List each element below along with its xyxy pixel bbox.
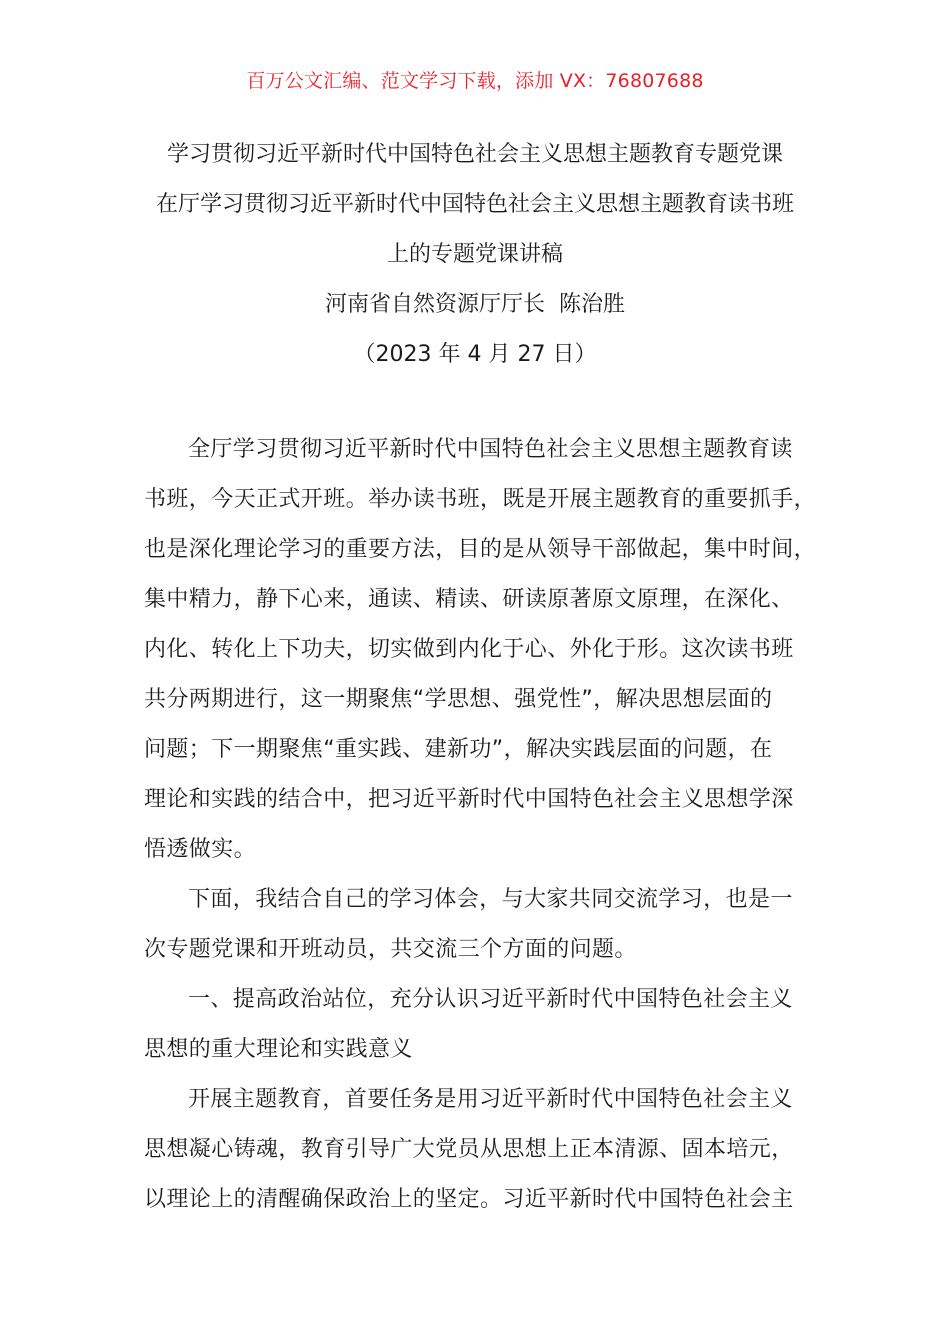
heading-line: 一、提高政治站位，充分认识习近平新时代中国特色社会主义 bbox=[188, 987, 793, 1012]
text-line: 书班，今天正式开班。举办读书班，既是开展主题教育的重要抓手， bbox=[144, 487, 817, 512]
text-line: 集中精力，静下心来，通读、精读、研读原著原文原理，在深化、 bbox=[144, 587, 794, 612]
text-line: 内化、转化上下功夫，切实做到内化于心、外化于形。这次读书班 bbox=[144, 637, 794, 662]
text-line: 次专题党课和开班动员，共交流三个方面的问题。 bbox=[144, 937, 637, 962]
document-body bbox=[144, 425, 834, 1225]
watermark-banner: 百万公文汇编、范文学习下载，添加 VX：76807688 bbox=[246, 70, 704, 92]
text-line: 以理论上的清醒确保政治上的坚定。习近平新时代中国特色社会主 bbox=[144, 1187, 794, 1212]
text-line: 悟透做实。 bbox=[144, 837, 257, 862]
heading-line: 思想的重大理论和实践意义 bbox=[144, 1037, 413, 1062]
title-line-3: 上的专题党课讲稿 bbox=[386, 242, 563, 267]
title-line-1: 学习贯彻习近平新时代中国特色社会主义思想主题教育专题党课 bbox=[166, 142, 783, 167]
section-heading-1 bbox=[144, 975, 834, 1075]
text-line: 下面，我结合自己的学习体会，与大家共同交流学习，也是一 bbox=[188, 887, 793, 912]
paragraph-section1 bbox=[144, 1075, 834, 1225]
text-line: 理论和实践的结合中，把习近平新时代中国特色社会主义思想学深 bbox=[144, 787, 794, 812]
text-line: 也是深化理论学习的重要方法，目的是从领导干部做起，集中时间， bbox=[144, 537, 817, 562]
title-line-2: 在厅学习贯彻习近平新时代中国特色社会主义思想主题教育读书班 bbox=[155, 192, 794, 217]
paragraph-overview bbox=[144, 875, 834, 975]
text-line: 问题；下一期聚焦“重实践、建新功”，解决实践层面的问题，在 bbox=[144, 737, 773, 762]
document-title-block bbox=[0, 130, 950, 380]
text-line: 共分两期进行，这一期聚焦“学思想、强党性”，解决思想层面的 bbox=[144, 687, 773, 712]
date-line: （2023 年 4 月 27 日） bbox=[353, 342, 597, 367]
text-line: 开展主题教育，首要任务是用习近平新时代中国特色社会主义 bbox=[188, 1087, 793, 1112]
author-line: 河南省自然资源厅厅长 陈治胜 bbox=[325, 292, 625, 317]
text-line: 全厅学习贯彻习近平新时代中国特色社会主义思想主题教育读 bbox=[188, 437, 793, 462]
text-line: 思想凝心铸魂，教育引导广大党员从思想上正本清源、固本培元， bbox=[144, 1137, 794, 1162]
paragraph-intro bbox=[144, 425, 834, 875]
